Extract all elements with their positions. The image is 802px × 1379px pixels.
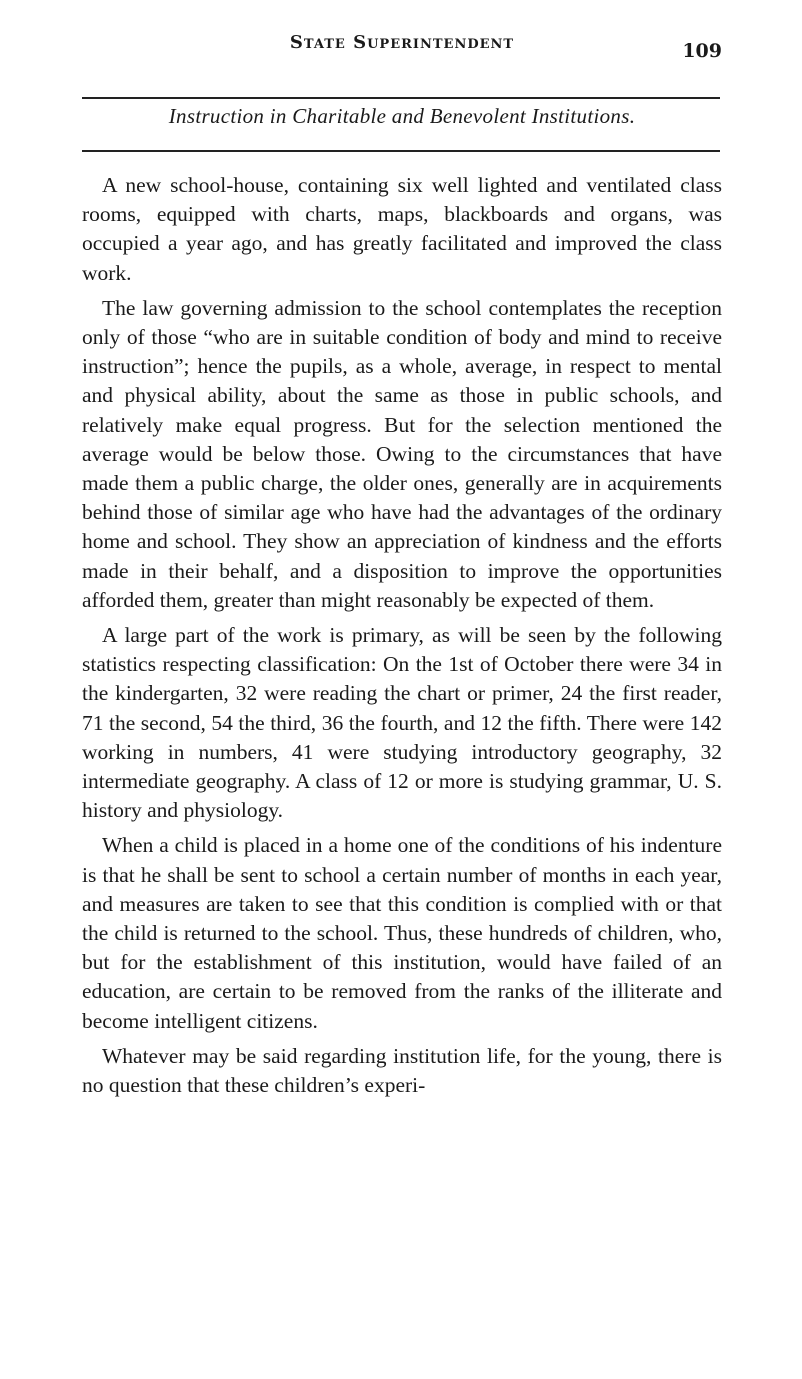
section-heading: Instruction in Charitable and Benevolent Institutions. (168, 104, 636, 128)
body-text (82, 171, 722, 1106)
page-number: 109 (682, 40, 722, 62)
running-title: State Superintendent (289, 32, 515, 53)
paragraph: When a child is placed in a home one of the conditions of his indenture is that he shall be sent to school a certain number of months in each year, and measures are taken to see that this condition is complied with or that the child is returned to the school. Thus, these hundreds of children, who, but for the establishment of this institution, would have failed of an education, are certain to be removed from the ranks of the illiterate and become intelligent citizens. (82, 833, 722, 1033)
heading-rule-top (82, 97, 720, 99)
paragraph: The law governing admission to the school contemplates the reception only of those “who are in suitable condition of body and mind to receive instruction”; hence the pupils, as a whole, average, in respect to mental and physical ability, about the same as those in public schools, and relatively make equal progress. But for the selection mentioned the average would be below those. Owing to the circumstances that have made them a public charge, the older ones, generally are in acquirements behind those of similar age who have had the advantages of the ordinary home and school. They show an appreciation of kindness and the efforts made in their behalf, and a disposition to improve the opportunities afforded them, greater than might reasonably be expected of them. (82, 295, 722, 612)
running-head (82, 30, 722, 60)
heading-rule-bottom (82, 150, 720, 152)
paragraph: A new school-house, containing six well lighted and ventilated class rooms, equipped with charts, maps, blackboards and organs, was occupied a year ago, and has greatly facilitated and improved the class work. (82, 173, 722, 285)
paragraph: A large part of the work is primary, as will be seen by the following statistics respecting classification: On the 1st of October there were 34 in the kindergarten, 32 were reading the chart or primer, 24 the first reader, 71 the second, 54 the third, 36 the fourth, and 12 the fifth. There were 142 working in numbers, 41 were studying introductory geography, 32 intermediate geography. A class of 12 or more is studying grammar, U. S. history and physiology. (82, 623, 722, 823)
paragraph: Whatever may be said regarding institution life, for the young, there is no question that these children’s experi- (82, 1043, 722, 1098)
